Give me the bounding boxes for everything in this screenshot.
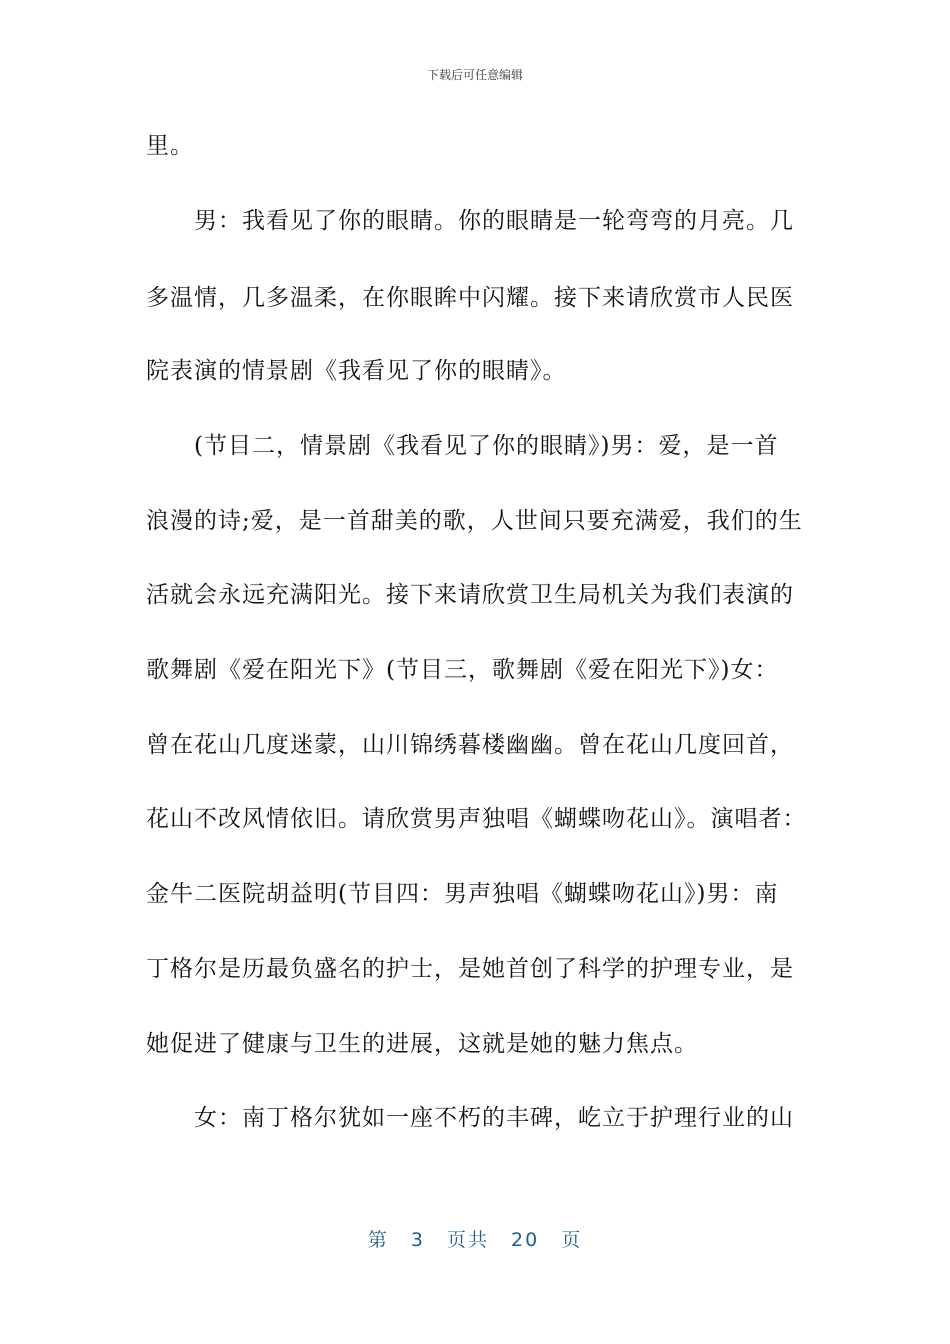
page-header: 下载后可任意编辑	[426, 68, 523, 82]
body-line-2: 男：我看见了你的眼睛。你的眼睛是一轮弯弯的月亮。几	[194, 208, 794, 234]
body-line-3: 多温情，几多温柔，在你眼眸中闪耀。接下来请欣赏市人民医	[146, 285, 794, 311]
body-line-8: 歌舞剧《爱在阳光下》(节目三，歌舞剧《爱在阳光下》)女：	[146, 657, 779, 683]
body-line-9: 曾在花山几度迷蒙，山川锦绣暮楼幽幽。曾在花山几度回首，	[146, 732, 794, 758]
body-line-6: 浪漫的诗;爱，是一首甜美的歌，人世间只要充满爱，我们的生	[146, 508, 803, 534]
body-line-4: 院表演的情景剧《我看见了你的眼睛》。	[146, 358, 567, 384]
body-line-11: 金牛二医院胡益明(节目四：男声独唱《蝴蝶吻花山》)男：南	[146, 881, 779, 907]
body-line-14: 女：南丁格尔犹如一座不朽的丰碑，屹立于护理行业的山	[194, 1105, 794, 1131]
body-line-7: 活就会永远充满阳光。接下来请欣赏卫生局机关为我们表演的	[146, 582, 794, 608]
body-line-1: 里。	[146, 133, 194, 159]
body-line-10: 花山不改风情依旧。请欣赏男声独唱《蝴蝶吻花山》。演唱者：	[146, 806, 807, 832]
page-footer: 第 3 页共 20 页	[367, 1229, 583, 1251]
body-line-5: (节目二，情景剧《我看见了你的眼睛》)男：爱，是一首	[194, 433, 779, 459]
body-line-13: 她促进了健康与卫生的进展，这就是她的魅力焦点。	[146, 1031, 698, 1057]
body-line-12: 丁格尔是历最负盛名的护士，是她首创了科学的护理专业，是	[146, 956, 794, 982]
